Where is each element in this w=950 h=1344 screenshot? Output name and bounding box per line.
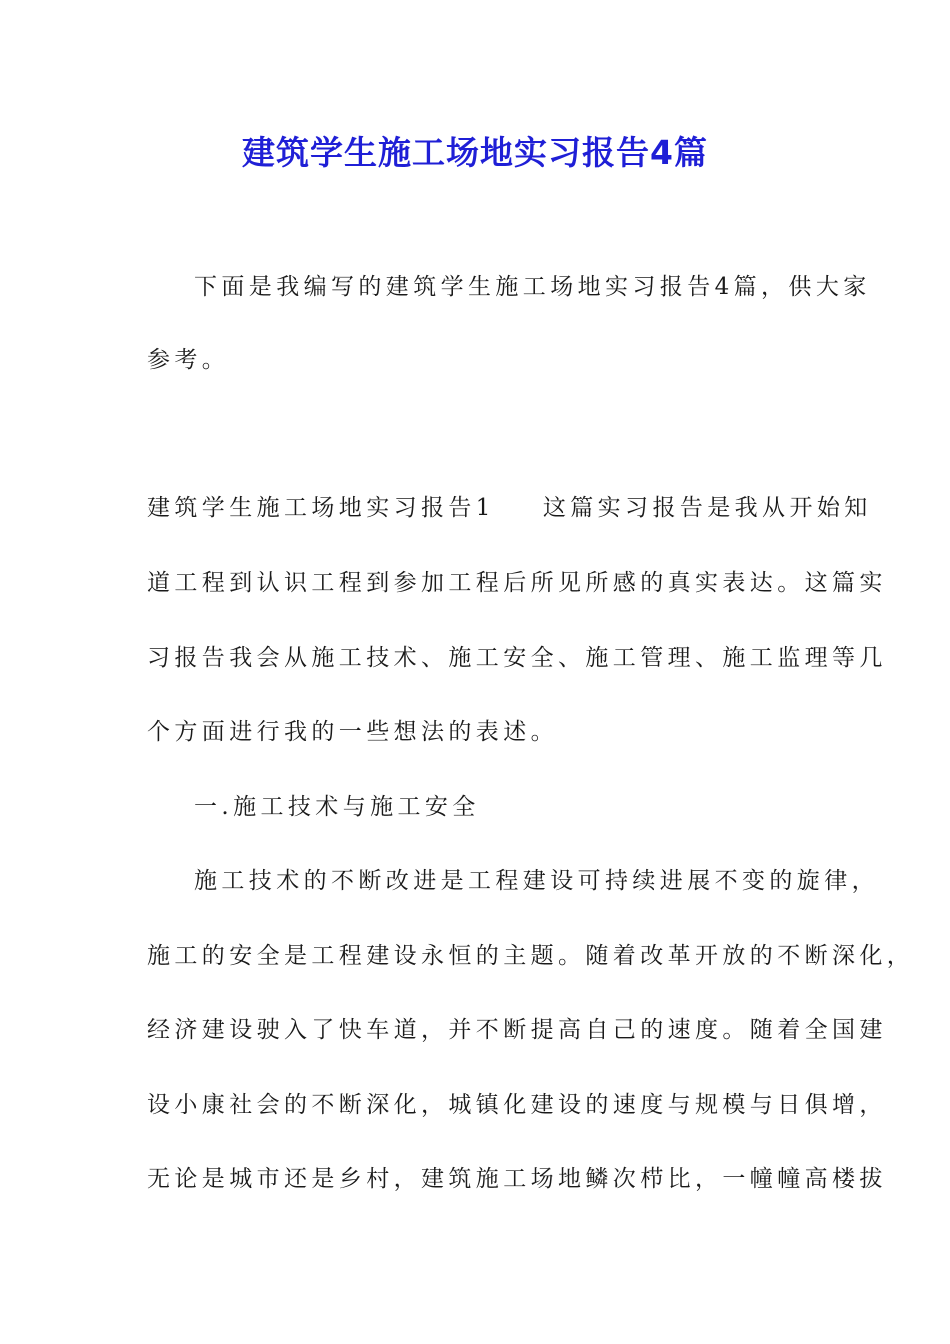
intro-line-2: 参考。 xyxy=(147,347,230,373)
section-first-line xyxy=(147,491,872,525)
section-line-3: 习报告我会从施工技术、施工安全、施工管理、施工监理等几 xyxy=(147,645,887,671)
section-line-4: 个方面进行我的一些想法的表述。 xyxy=(147,719,558,745)
section-line-1-rest: 这篇实习报告是我从开始知 xyxy=(542,495,872,521)
intro-line-1: 下面是我编写的建筑学生施工场地实习报告4篇，供大家 xyxy=(194,274,871,300)
document-title: 建筑学生施工场地实习报告4篇 xyxy=(242,133,708,172)
subheading: 一.施工技术与施工安全 xyxy=(194,794,480,820)
body-line-1: 施工技术的不断改进是工程建设可持续进展不变的旋律， xyxy=(194,868,879,894)
section-line-2: 道工程到认识工程到参加工程后所见所感的真实表达。这篇实 xyxy=(147,570,887,596)
body-line-4: 设小康社会的不断深化，城镇化建设的速度与规模与日俱增， xyxy=(147,1092,887,1118)
body-line-5: 无论是城市还是乡村，建筑施工场地鳞次栉比，一幢幢高楼拔 xyxy=(147,1166,887,1192)
section-heading: 建筑学生施工场地实习报告1 xyxy=(147,495,495,521)
body-line-3: 经济建设驶入了快车道，并不断提高自己的速度。随着全国建 xyxy=(147,1017,887,1043)
body-line-2: 施工的安全是工程建设永恒的主题。随着改革开放的不断深化， xyxy=(147,943,915,969)
